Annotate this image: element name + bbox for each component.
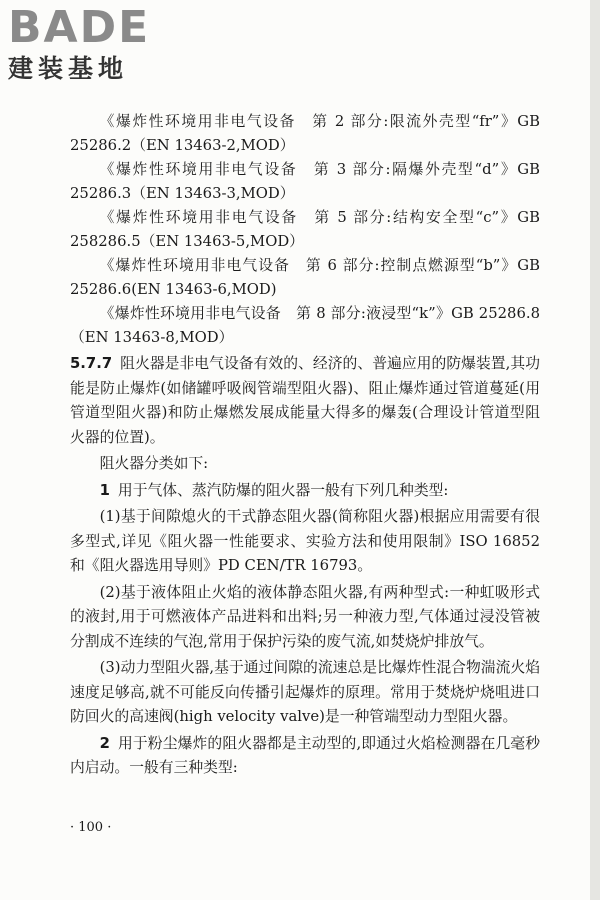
section-number: 5.7.7 (70, 355, 113, 372)
reference-item: 《爆炸性环境用非电气设备 第 8 部分:液浸型“k”》GB 25286.8（EN 13463-8,MOD） (70, 305, 540, 346)
page-number: · 100 · (70, 820, 112, 835)
item-1-number: 1 (99, 481, 110, 499)
item-1-text: 用于气体、蒸汽防爆的阻火器一般有下列几种类型: (117, 481, 449, 499)
section-intro: 阻火器是非电气设备有效的、经济的、普遍应用的防爆装置,其功能是防止爆炸(如储罐呼吸阀管端型阻火器)、阻止爆炸通过管道蔓延(用管道型阻火器)和防止爆燃发展成能量大得多的爆轰(合理设计管道型阻火器的位置)。 (70, 355, 540, 446)
page-edge (590, 0, 600, 900)
logo-mark: BADE (8, 2, 151, 53)
logo (8, 4, 178, 84)
item-1 (70, 479, 540, 504)
page-body (70, 110, 540, 781)
item-2 (70, 732, 540, 781)
reference-item: 《爆炸性环境用非电气设备 第 3 部分:隔爆外壳型“d”》GB 25286.3（EN 13463-3,MOD） (70, 161, 540, 202)
classification-heading: 阻火器分类如下: (99, 455, 209, 472)
section-paragraph (70, 352, 540, 450)
logo-subtitle: 建装基地 (8, 54, 129, 83)
item-2-text: 用于粉尘爆炸的阻火器都是主动型的,即通过火焰检测器在几毫秒内启动。一般有三种类型: (70, 734, 540, 776)
item-1-sub-1: (1)基于间隙熄火的干式静态阻火器(简称阻火器)根据应用需要有很多型式,详见《阻火器一性能要求、实验方法和使用限制》ISO 16852 和《阻火器选用导则》PD CEN/TR 16793。 (70, 508, 540, 574)
reference-item: 《爆炸性环境用非电气设备 第 6 部分:控制点燃源型“b”》GB 25286.6(EN 13463-6,MOD) (70, 257, 540, 298)
item-1-sub-2: (2)基于液体阻止火焰的液体静态阻火器,有两种型式:一种虹吸形式的液封,用于可燃液体产品进料和出料;另一种液力型,气体通过浸没管被分割成不连续的气泡,常用于保护污染的废气流,如焚烧炉排放气。 (70, 583, 540, 650)
item-2-number: 2 (99, 734, 110, 752)
item-1-sub-3: (3)动力型阻火器,基于通过间隙的流速总是比爆炸性混合物湍流火焰速度足够高,就不可能反向传播引起爆炸的原理。常用于焚烧炉烧咀进口防回火的高速阀(high velocity valve)是一种管端型动力型阻火器。 (70, 659, 540, 725)
reference-item: 《爆炸性环境用非电气设备 第 5 部分:结构安全型“c”》GB 258286.5（EN 13463-5,MOD） (70, 209, 540, 250)
reference-item: 《爆炸性环境用非电气设备 第 2 部分:限流外壳型“fr”》GB 25286.2（EN 13463-2,MOD） (70, 113, 540, 154)
